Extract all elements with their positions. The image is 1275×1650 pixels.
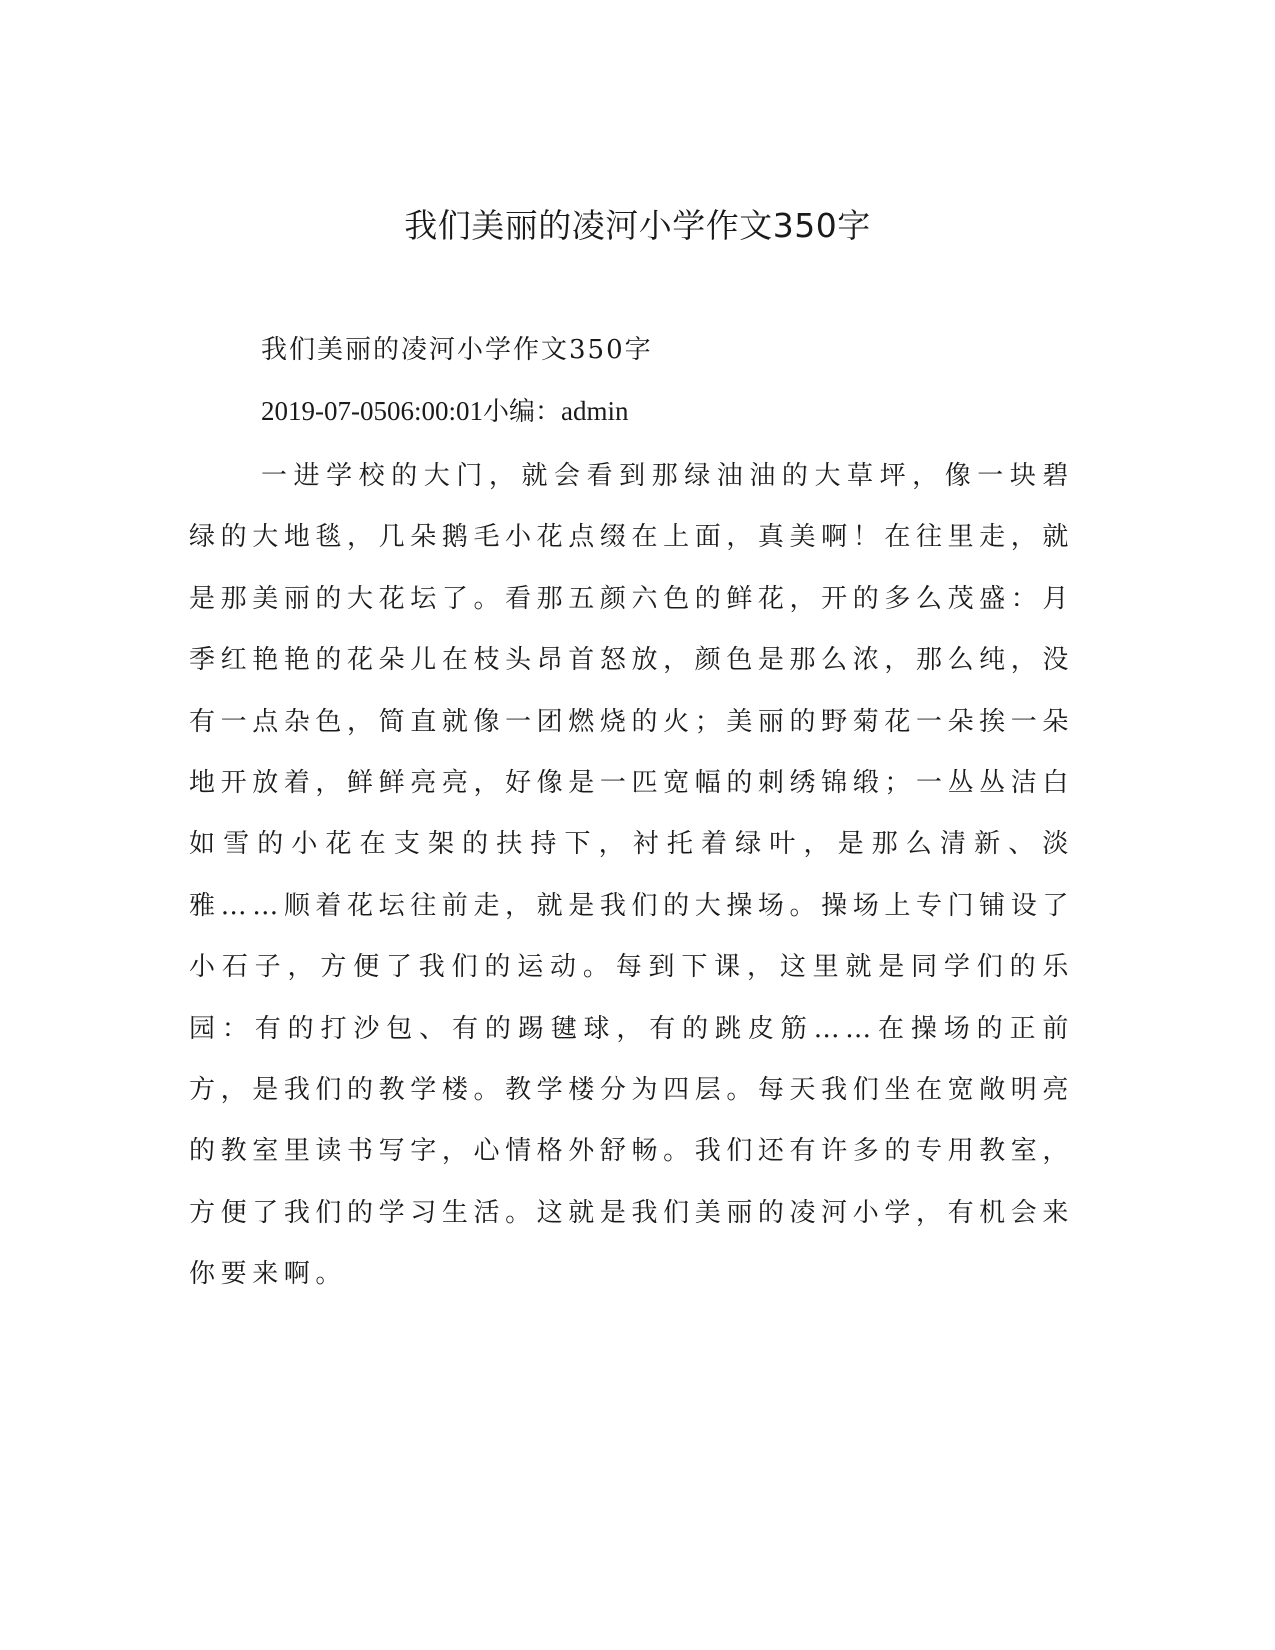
document-title: 我们美丽的凌河小学作文350字	[404, 206, 871, 245]
editor-name: admin	[561, 396, 629, 426]
document-meta	[189, 391, 1074, 432]
document-subtitle: 我们美丽的凌河小学作文350字	[261, 335, 653, 365]
essay-body: 一进学校的大门，就会看到那绿油油的大草坪，像一块碧绿的大地毯，几朵鹅毛小花点缀在上面，真美啊！在往里走，就是那美丽的大花坛了。看那五颜六色的鲜花，开的多么茂盛：月季红艳艳的花朵儿在枝头昂首怒放，颜色是那么浓，那么纯，没有一点杂色，简直就像一团燃烧的火；美丽的野菊花一朵挨一朵地开放着，鲜鲜亮亮，好像是一匹宽幅的刺绣锦缎；一丛丛洁白如雪的小花在支架的扶持下，衬托着绿叶，是那么清新、淡雅……顺着花坛往前走，就是我们的大操场。操场上专门铺设了小石子，方便了我们的运动。每到下课，这里就是同学们的乐园：有的打沙包、有的踢毽球，有的跳皮筋……在操场的正前方，是我们的教学楼。教学楼分为四层。每天我们坐在宽敞明亮的教室里读书写字，心情格外舒畅。我们还有许多的专用教室，方便了我们的学习生活。这就是我们美丽的凌河小学，有机会来你要来啊。	[189, 461, 1074, 1290]
editor-label: 小编：	[483, 397, 562, 427]
publish-date: 2019-07-0506:00:01	[261, 396, 483, 426]
